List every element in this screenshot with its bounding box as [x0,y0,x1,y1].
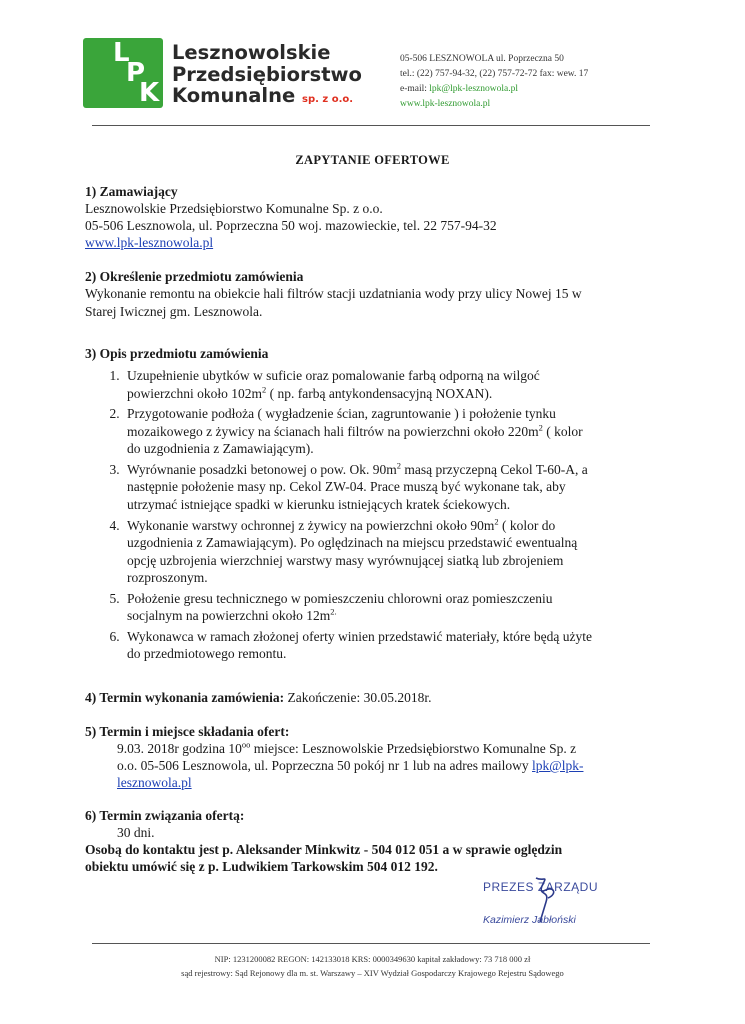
scope-item-3-text-end: masą przyczepną Cekol T-60-A, a [401,461,588,477]
stamp-title: PREZES ZARZĄDU [483,880,599,894]
header-divider [92,125,650,126]
scope-item-4-sup: 2 [494,516,499,527]
logo-letter-p: P [126,58,146,88]
scope-item [123,405,683,458]
contact-line2: obiektu umówić się z p. Ludwikiem Tarkowskim 504 012 192. [85,859,438,874]
scope-item-4-line3: opcję uzbrojenia wierzchniej warstwy masy wyrównującej siatką lub zbrojeniem [127,552,564,568]
scope-item-2-text-end: ( kolor [542,423,583,439]
section4-text: Zakończenie: 30.05.2018r. [284,690,432,705]
section5-email-link-part2[interactable]: lesznowola.pl [117,775,192,790]
logo-letter-k: K [139,78,160,108]
header-phone: tel.: (22) 757-94-32, (22) 757-72-72 fax: wew. 17 [400,69,589,79]
section6-heading: 6) Termin związania ofertą: [85,808,245,823]
section5-hour-sup: oo [241,739,251,750]
section5-line1 [117,740,576,758]
scope-item-2-sup: 2 [538,422,543,433]
footer-court: sąd rejestrowy: Sąd Rejonowy dla m. st. Warszawy – XIV Wydział Gospodarczy Krajowego Rejestru Sądowego [181,968,564,978]
scope-item-4-line4: rozproszonym. [127,570,208,586]
scope-item-5-text: socjalnym na powierzchni około 12m [127,608,331,624]
scope-item-3-line2: następnie położenie masy np. Cekol ZW-04. Prace muszą być wykonane tak, aby [127,479,566,495]
section5-heading: 5) Termin i miejsce składania ofert: [85,724,290,739]
company-suffix: sp. z o.o. [302,94,354,105]
scope-item-3-line1 [127,461,683,479]
document-title: ZAPYTANIE OFERTOWE [295,153,450,167]
scope-item-5-line1: 5. Położenie gresu technicznego w pomieszczeniu chlorowni oraz pomieszczeniu [127,590,553,606]
header-email-row [400,82,588,97]
header-website-link[interactable]: www.lpk-lesznowola.pl [400,99,491,109]
section2-line2: Starej Iwicznej gm. Lesznowola. [85,304,263,319]
scope-item-1-line1: 1. Uzupełnienie ubytków w suficie oraz pomalowanie farbą odporną na wilgoć [127,368,540,383]
stamp-name: Kazimierz Jabłoński [483,914,576,926]
scope-item-2-line1: 2. Przygotowanie podłoża ( wygładzenie ścian, zagruntowanie ) i położenie tynku [127,406,556,422]
section2-line1: Wykonanie remontu na obiekcie hali filtrów stacji uzdatniania wody przy ulicy Nowej 15 w [85,286,582,301]
section3-heading: 3) Opis przedmiotu zamówienia [85,346,269,361]
company-name-line2: Przedsiębiorstwo [172,62,362,86]
company-name-line1: Lesznowolskie [172,41,331,64]
scope-item-1-line2 [127,385,683,403]
company-name-line3 [172,85,362,111]
section1-heading: 1) Zamawiający [85,184,178,199]
scope-list [85,367,683,666]
section1-website-link[interactable]: www.lpk-lesznowola.pl [85,235,214,250]
section5-email-link-part1[interactable]: lpk@lpk- [532,758,584,773]
scope-item [123,590,683,625]
header-email-link[interactable]: lpk@lpk-lesznowola.pl [429,84,518,94]
scope-item-4-line1 [127,517,683,535]
contact-line1: Osobą do kontaktu jest p. Aleksander Minkwitz - 504 012 051 a w sprawie oględzin [85,842,563,857]
scope-item [123,461,683,514]
logo-letter-l: L [113,38,130,68]
scope-item-1-sup: 2 [261,384,267,394]
scope-item [123,628,683,663]
scope-item-5-line2 [127,607,683,625]
scope-item-3-line3: utrzymać istniejące spadki w kierunku istniejących kratek ściekowych. [127,496,511,512]
section4-heading: 4) Termin wykonania zamówienia: [85,690,285,705]
scope-item-3-text: Wyrównanie posadzki betonowej o pow. Ok. 90m [127,461,397,477]
scope-item-6-line1: 6. Wykonawca w ramach złożonej oferty winien przedstawić materiały, które będą użyte [127,628,592,644]
section1-line1: Lesznowolskie Przedsiębiorstwo Komunalne Sp. z o.o. [85,201,383,216]
scope-item-6-line2: do przedmiotowego remontu. [127,646,287,662]
scope-item-2-text: mozaikowego z żywicy na ścianach hali filtrów na powierzchni około 220m [127,423,539,439]
scope-item [123,517,683,587]
footer-registration: NIP: 1231200082 REGON: 142133018 KRS: 0000349630 kapitał zakładowy: 73 718 000 zł [214,954,531,964]
section5-line2 [117,757,583,775]
scope-item-3-sup: 2 [396,460,402,471]
scope-item-2-line3: do uzgodnienia z Zamawiającym). [127,441,314,457]
header-email-label: e-mail: [400,84,430,94]
header-address: 05-506 LESZNOWOLA ul. Poprzeczna 50 [400,54,564,64]
company-name-komunalne: Komunalne [172,84,296,107]
scope-item-1-text-end: ( np. farbą antykondensacyjną NOXAN). [266,385,493,401]
scope-item-4-text-end: ( kolor do [498,517,556,533]
section2-heading: 2) Określenie przedmiotu zamówienia [85,269,304,284]
scope-item-5-sup: 2. [330,606,337,617]
section5-address: o.o. 05-506 Lesznowola, ul. Poprzeczna 50 pokój nr 1 lub na adres mailowy [117,758,533,773]
section1-line2: 05-506 Lesznowola, ul. Poprzeczna 50 woj. mazowieckie, tel. 22 757-94-32 [85,218,497,233]
scope-item-4-text: Wykonanie warstwy ochronnej z żywicy na powierzchni około 90m [127,517,495,533]
scope-item [123,367,683,402]
logo-letters [83,38,163,108]
section4-row [85,689,431,707]
header-contact [400,52,588,112]
section6-text: 30 dni. [117,825,155,840]
scope-item-1-text: powierzchni około 102m [127,385,262,401]
footer-divider [92,943,650,944]
scope-item-2-line2 [127,423,683,441]
company-name [172,42,362,111]
scope-item-4-line2: uzgodnienia z Zamawiającym). Po oględzinach na miejscu przedstawić ewentualną [127,535,578,551]
section5-date: 9.03. 2018r godzina 10 [117,741,242,756]
section5-place: miejsce: Lesznowolskie Przedsiębiorstwo Komunalne Sp. z [250,741,577,756]
